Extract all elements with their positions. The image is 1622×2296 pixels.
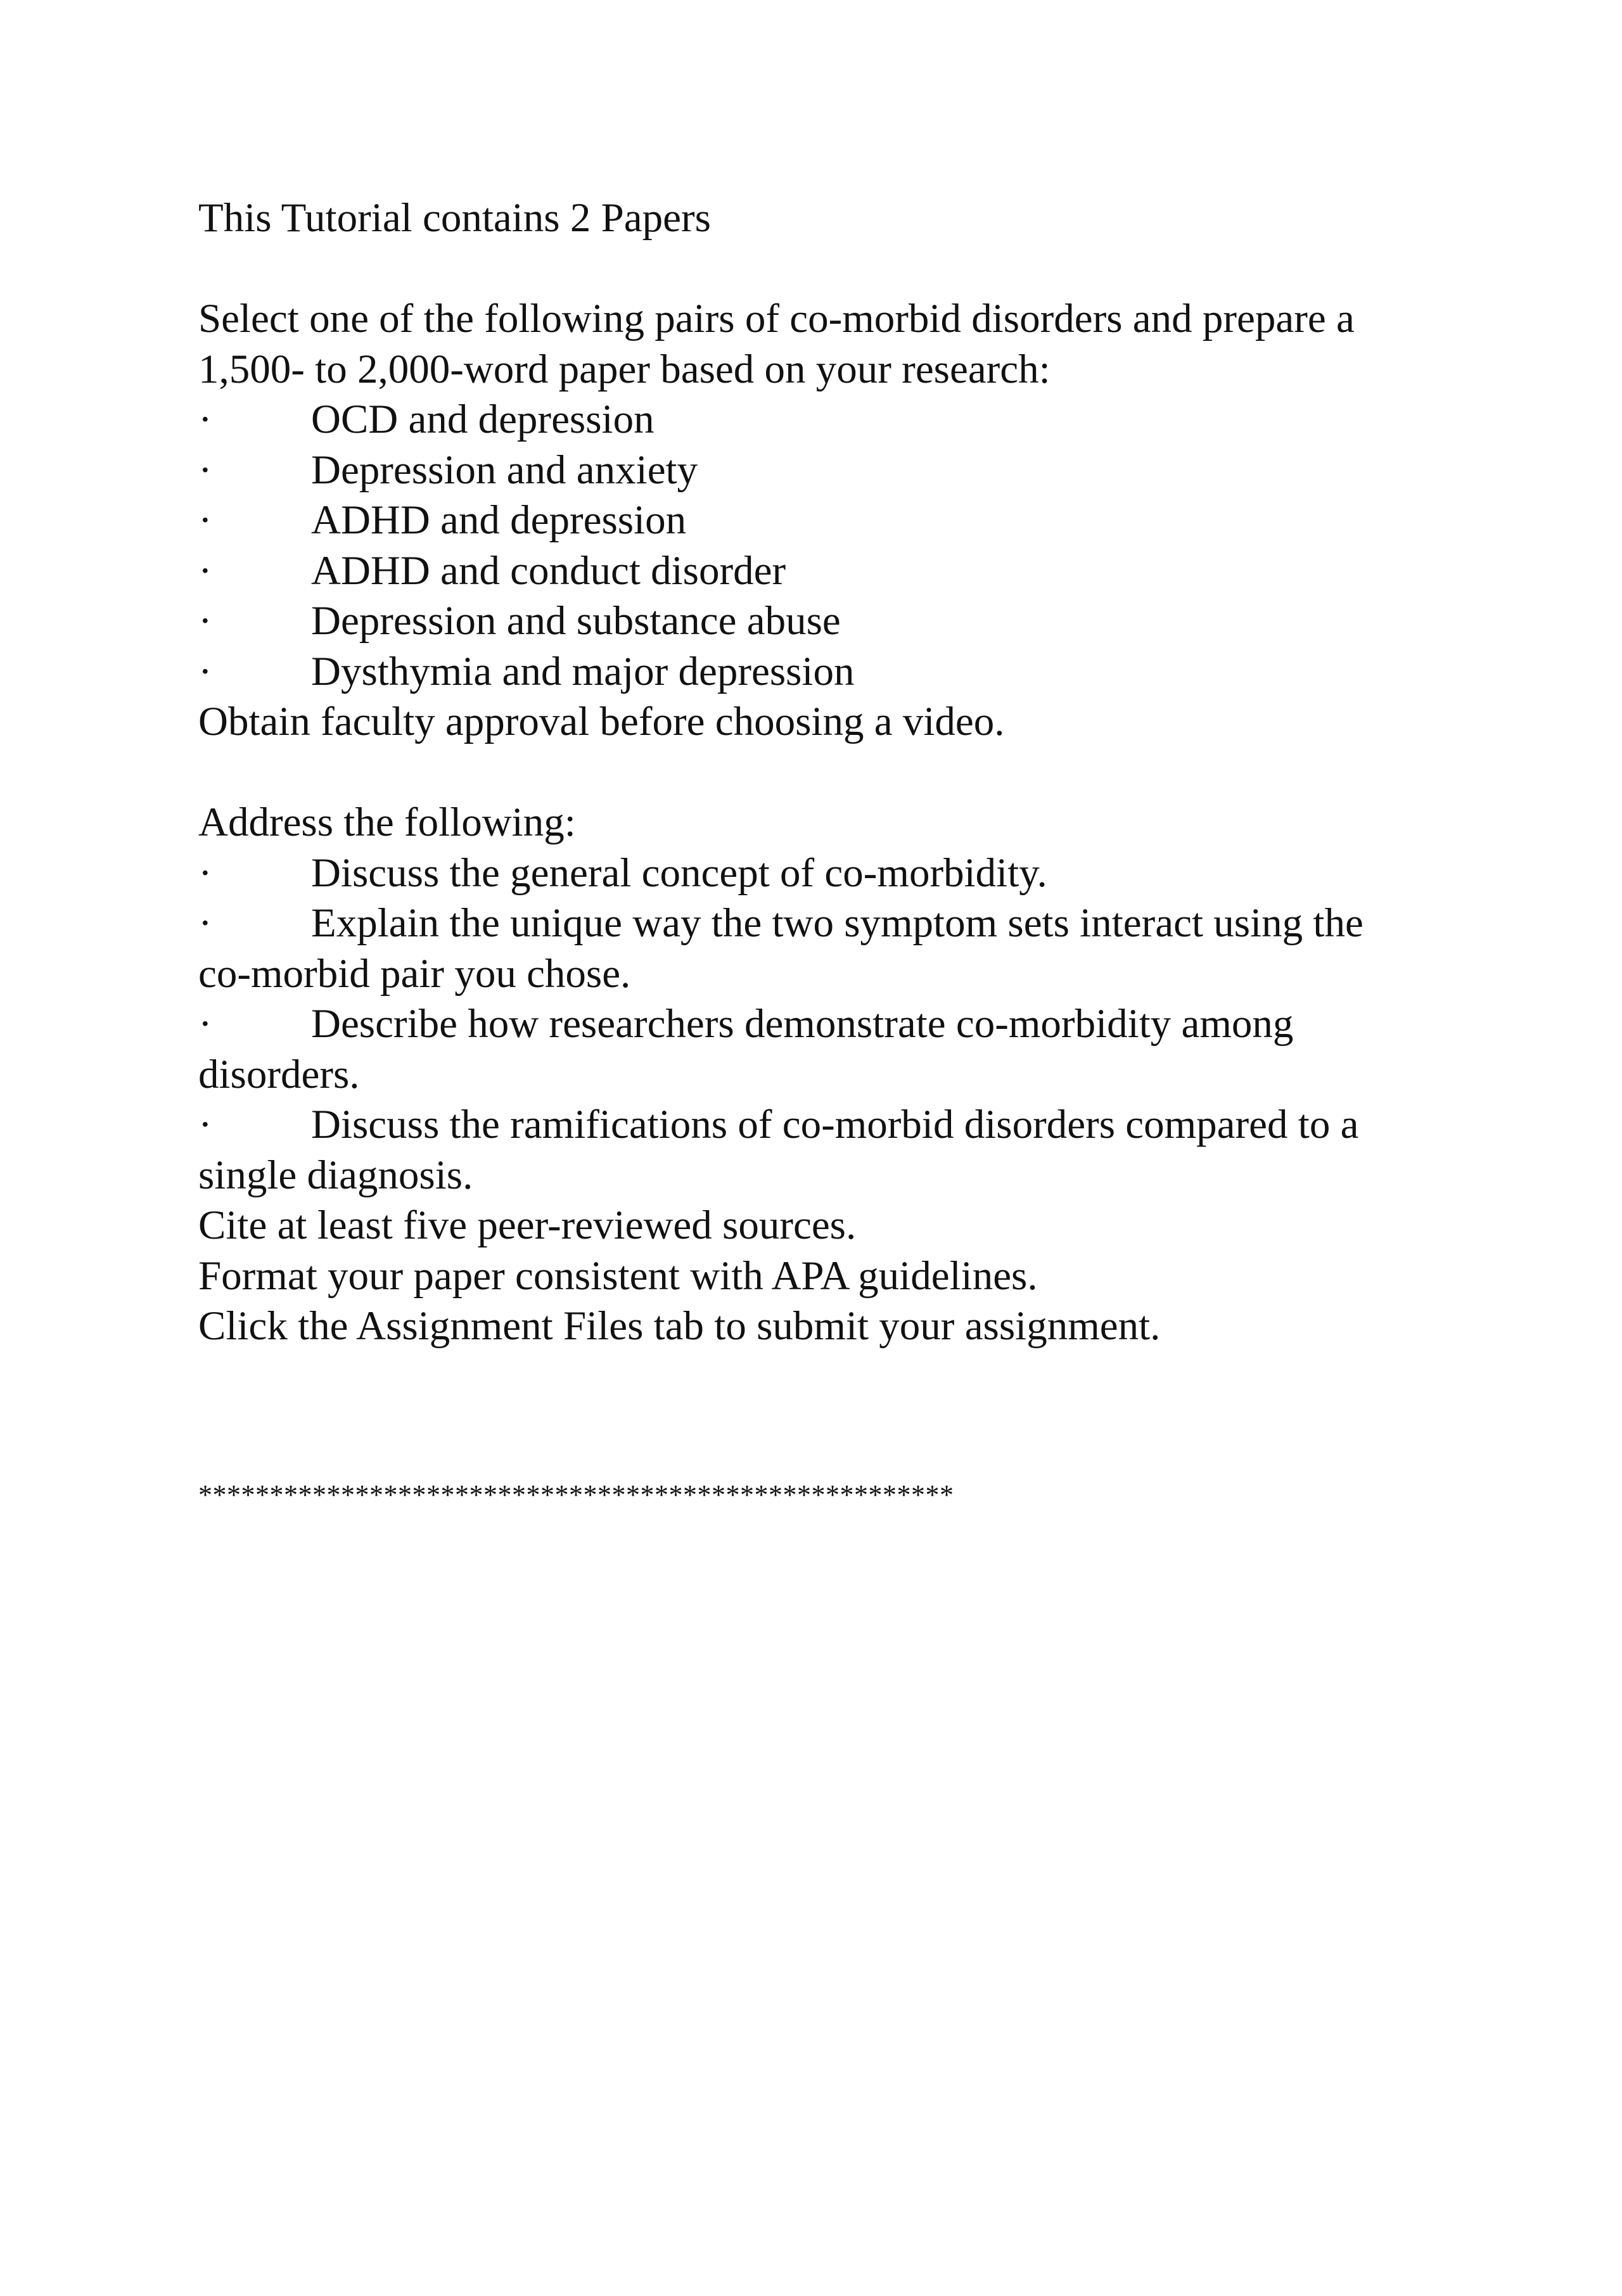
tutorial-title-line: This Tutorial contains 2 Papers bbox=[198, 195, 711, 241]
list-item bbox=[198, 898, 1466, 949]
bullet-icon: · bbox=[198, 1001, 212, 1047]
asterisk-separator: ***************************************************** bbox=[198, 1479, 954, 1510]
address-heading: Address the following: bbox=[198, 800, 576, 845]
bullet-icon: · bbox=[198, 648, 212, 694]
list-item bbox=[198, 596, 1466, 647]
list-item bbox=[198, 1100, 1466, 1151]
list-item-text: Explain the unique way the two symptom sets interact using the bbox=[311, 900, 1363, 946]
list-item-text: Depression and substance abuse bbox=[311, 598, 841, 644]
bullet-icon: · bbox=[198, 598, 212, 644]
paragraph-gap bbox=[198, 244, 1466, 295]
list-item bbox=[198, 546, 1466, 597]
list-item-continuation: co-morbid pair you chose. bbox=[198, 950, 631, 997]
submission-instruction: Click the Assignment Files tab to submit your assignment. bbox=[198, 1303, 1161, 1349]
list-item bbox=[198, 848, 1466, 899]
list-item bbox=[198, 647, 1466, 698]
list-item-text: Discuss the general concept of co-morbidity. bbox=[311, 850, 1047, 896]
bullet-icon: · bbox=[198, 497, 212, 543]
citation-requirement: Cite at least five peer-reviewed sources. bbox=[198, 1202, 857, 1248]
list-item bbox=[198, 495, 1466, 546]
list-item-text: ADHD and depression bbox=[311, 497, 687, 543]
list-item bbox=[198, 445, 1466, 496]
approval-note: Obtain faculty approval before choosing a video. bbox=[198, 699, 1005, 744]
list-item-text: Dysthymia and major depression bbox=[311, 648, 855, 694]
bullet-icon: · bbox=[198, 447, 212, 493]
disorder-pair-list bbox=[198, 395, 1466, 697]
bullet-icon: · bbox=[198, 900, 212, 946]
list-item-continuation: disorders. bbox=[198, 1051, 360, 1097]
task-list bbox=[198, 848, 1466, 1201]
intro-text-line: 1,500- to 2,000-word paper based on your research: bbox=[198, 346, 1050, 392]
format-requirement: Format your paper consistent with APA guidelines. bbox=[198, 1253, 1038, 1299]
bullet-icon: · bbox=[198, 850, 212, 896]
list-item-text: Describe how researchers demonstrate co-morbidity among bbox=[311, 1001, 1294, 1047]
document-body bbox=[198, 193, 1466, 1352]
list-item bbox=[198, 395, 1466, 445]
paragraph-gap bbox=[198, 748, 1466, 798]
intro-text-line: Select one of the following pairs of co-morbid disorders and prepare a bbox=[198, 296, 1355, 341]
list-item-text: Discuss the ramifications of co-morbid disorders compared to a bbox=[311, 1102, 1359, 1147]
list-item-text: OCD and depression bbox=[311, 397, 655, 442]
bullet-icon: · bbox=[198, 1102, 212, 1147]
list-item-continuation: single diagnosis. bbox=[198, 1152, 473, 1198]
list-item-text: ADHD and conduct disorder bbox=[311, 547, 786, 594]
bullet-icon: · bbox=[198, 547, 212, 594]
list-item bbox=[198, 999, 1466, 1050]
bullet-icon: · bbox=[198, 397, 212, 442]
list-item-text: Depression and anxiety bbox=[311, 447, 698, 493]
